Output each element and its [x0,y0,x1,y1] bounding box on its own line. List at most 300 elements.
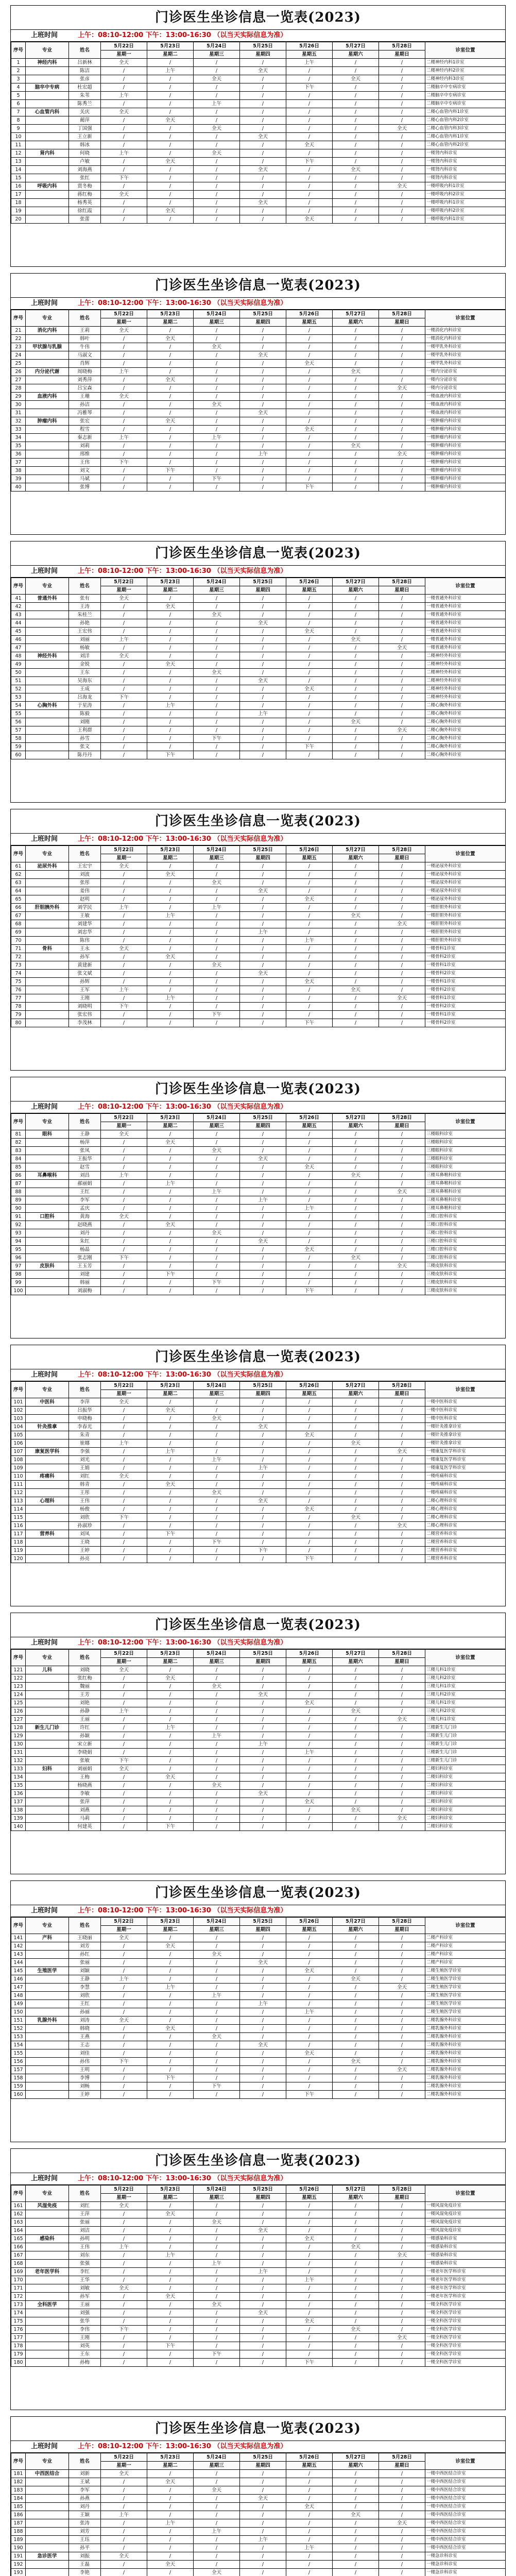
shift-cell: / [333,434,379,442]
shift-cell: 下午 [101,174,147,182]
table-row [11,1497,506,1505]
header-date: 5月28日 [379,42,425,50]
shift-cell: / [147,360,194,368]
working-hours-row [11,1637,505,1649]
header-weekday: 星期二 [147,1390,194,1398]
shift-cell: / [379,2293,425,2301]
table-row [11,1815,506,1823]
shift-cell: / [333,1716,379,1724]
clinic-location: 三楼皮肤科诊室 [425,1270,506,1279]
shift-cell: / [379,483,425,492]
doctor-name: 王晓丽 [69,1934,101,1942]
working-hours-row [11,1905,505,1917]
shift-cell: / [147,2260,194,2268]
department-cell [26,2008,69,2016]
header-date: 5月25日 [240,578,286,586]
shift-cell: / [286,1765,333,1773]
department-cell [26,141,69,149]
table-row [11,2074,506,2082]
row-number: 96 [11,1254,26,1262]
clinic-location: 一楼风湿免疫诊室 [425,2210,506,2218]
shift-cell: / [194,937,240,945]
working-hours-label: 上班时间 [30,1639,58,1647]
shift-cell: / [194,603,240,611]
row-number: 117 [11,1530,26,1538]
shift-cell: / [333,1666,379,1674]
shift-cell: / [379,1765,425,1773]
shift-cell: / [147,1003,194,1011]
clinic-location: 二楼神经外科诊室 [425,685,506,693]
shift-cell: / [379,628,425,636]
shift-cell: / [286,434,333,442]
clinic-location: 三楼耳鼻喉科诊室 [425,1188,506,1196]
shift-cell: 全天 [286,141,333,149]
department-cell [26,1959,69,1967]
row-number: 37 [11,459,26,467]
working-hours-text: 上午：08:10-12:00 下午：13:00-16:30 （以当天实际信息为准） [78,1907,287,1914]
doctor-name: 王伟 [69,2243,101,2251]
shift-cell: / [101,2317,147,2326]
row-number: 112 [11,1489,26,1497]
shift-cell: / [333,1155,379,1163]
shift-cell: 全天 [286,1431,333,1439]
shift-cell: / [379,116,425,125]
header-weekday: 星期六 [333,318,379,327]
table-row [11,1674,506,1683]
shift-cell: 全天 [194,2301,240,2309]
clinic-location: 一楼疼痛科诊室 [425,1481,506,1489]
doctor-name: 王磊 [69,2561,101,2569]
clinic-location: 二楼乳腺外科诊室 [425,2091,506,2099]
working-hours-text: 上午：08:10-12:00 下午：13:00-16:30 （以当天实际信息为准） [78,2443,287,2450]
shift-cell: / [379,862,425,871]
department-cell: 肿瘤内科 [26,417,69,426]
shift-cell: / [286,2495,333,2503]
shift-cell: / [101,1481,147,1489]
shift-cell: / [101,2227,147,2235]
shift-cell: / [379,1538,425,1547]
department-cell [26,459,69,467]
clinic-location: 一楼急诊科诊室 [425,2569,506,2576]
shift-cell: / [194,92,240,100]
shift-cell: / [194,871,240,879]
shift-cell: / [240,1815,286,1823]
shift-cell: / [379,2276,425,2284]
doctor-name: 李慧 [69,1984,101,1992]
row-number: 73 [11,961,26,970]
row-number: 146 [11,1975,26,1984]
clinic-location: 二楼神经内科3诊室 [425,75,506,83]
row-number: 116 [11,1522,26,1530]
row-number: 168 [11,2260,26,2268]
shift-cell: / [333,710,379,718]
shift-cell: / [333,67,379,75]
clinic-location: 一楼风湿免疫诊室 [425,2202,506,2210]
shift-cell: 上午 [286,1749,333,1757]
shift-cell: / [286,2082,333,2091]
shift-cell: 全天 [379,384,425,393]
shift-cell: / [286,879,333,887]
shift-cell: / [379,1514,425,1522]
shift-cell: / [240,1229,286,1238]
department-cell [26,426,69,434]
row-number: 59 [11,743,26,751]
table-row [11,2326,506,2334]
shift-cell: / [101,1967,147,1975]
department-cell [26,2317,69,2326]
shift-cell: 全天 [194,2033,240,2041]
shift-cell: / [333,1489,379,1497]
doctor-name: 刘丹 [69,1229,101,1238]
shift-cell: / [333,2082,379,2091]
shift-cell: 全天 [286,2235,333,2243]
shift-cell: / [379,2511,425,2519]
shift-cell: / [101,2074,147,2082]
header-date: 5月27日 [333,1382,379,1390]
shift-cell: / [101,1782,147,1790]
department-cell: 营养科 [26,1530,69,1538]
shift-cell: / [101,199,147,207]
shift-cell: 全天 [240,1497,286,1505]
shift-cell: 全天 [147,1221,194,1229]
shift-cell: / [240,1287,286,1295]
shift-cell: / [101,1464,147,1472]
department-cell [26,986,69,994]
shift-cell: / [147,1254,194,1262]
header-dept: 专业 [26,1114,69,1130]
shift-cell: 全天 [101,1213,147,1221]
department-cell [26,2536,69,2544]
shift-cell: / [194,59,240,67]
shift-cell: / [333,1823,379,1831]
table-row [11,2519,506,2528]
doctor-name: 孙军 [69,2293,101,2301]
table-row [11,1514,506,1522]
shift-cell: 全天 [194,1229,240,1238]
department-cell [26,174,69,182]
shift-cell: / [333,1279,379,1287]
shift-cell: / [286,450,333,459]
shift-cell: / [147,718,194,726]
shift-cell: / [101,1716,147,1724]
shift-cell: / [379,335,425,343]
table-row [11,376,506,384]
shift-cell: 上午 [240,2000,286,2008]
shift-cell: / [101,702,147,710]
header-date: 5月24日 [194,1918,240,1926]
header-date: 5月27日 [333,1114,379,1122]
header-date: 5月25日 [240,1918,286,1926]
doctor-name: 张华 [69,2317,101,2326]
shift-cell: / [101,726,147,735]
header-weekday: 星期四 [240,854,286,862]
shift-cell: / [379,986,425,994]
shift-cell: / [286,2041,333,2049]
department-cell [26,1155,69,1163]
shift-cell: 全天 [147,660,194,669]
shift-cell: / [101,1205,147,1213]
shift-cell: / [286,199,333,207]
shift-cell: / [379,1213,425,1221]
shift-cell: 全天 [286,1699,333,1707]
shift-cell: / [333,1196,379,1205]
shift-cell: / [147,978,194,986]
row-number: 31 [11,409,26,417]
shift-cell: / [333,1270,379,1279]
shift-cell: / [101,343,147,351]
row-number: 105 [11,1431,26,1439]
shift-cell: / [379,191,425,199]
shift-cell: / [147,2049,194,2058]
shift-cell: / [240,2210,286,2218]
schedule-sheet [10,1880,506,2142]
shift-cell: 全天 [286,685,333,693]
row-number: 89 [11,1196,26,1205]
shift-cell: 全天 [147,1674,194,1683]
shift-cell: 上午 [101,986,147,994]
shift-cell: / [194,215,240,224]
shift-cell: / [286,1724,333,1732]
shift-cell: / [240,83,286,92]
shift-cell: / [286,1815,333,1823]
table-row [11,603,506,611]
clinic-location: 一楼泌尿外科诊室 [425,887,506,895]
department-cell: 康复医学科 [26,1448,69,1456]
header-name: 姓名 [69,1650,101,1666]
shift-cell: / [147,1188,194,1196]
shift-cell: / [286,1481,333,1489]
shift-cell: / [286,1757,333,1765]
shift-cell: / [194,2519,240,2528]
shift-cell: / [240,108,286,116]
clinic-location: 一楼肿瘤内科诊室 [425,417,506,426]
shift-cell: 全天 [286,2049,333,2058]
shift-cell: / [194,1967,240,1975]
doctor-name: 刘洁 [69,2227,101,2235]
shift-cell: / [147,1163,194,1172]
shift-cell: 下午 [286,158,333,166]
shift-cell: / [101,1798,147,1806]
doctor-name: 孙红 [69,1951,101,1959]
doctor-name: 关庆 [69,108,101,116]
shift-cell: / [240,2058,286,2066]
shift-cell: / [147,1431,194,1439]
shift-cell: / [147,1130,194,1139]
clinic-location: 二楼心血管内科1诊室 [425,108,506,116]
department-cell: 呼吸内科 [26,182,69,191]
department-cell: 感染科 [26,2235,69,2243]
header-dept: 专业 [26,1918,69,1934]
row-number: 42 [11,603,26,611]
shift-cell: / [333,2091,379,2099]
row-number: 106 [11,1439,26,1448]
shift-cell: / [333,2000,379,2008]
shift-cell: 全天 [194,343,240,351]
shift-cell: / [240,2033,286,2041]
doctor-name: 刘晓 [69,1666,101,1674]
shift-cell: / [147,1246,194,1254]
header-weekday: 星期三 [194,1926,240,1934]
department-cell [26,644,69,652]
header-weekday: 星期二 [147,50,194,59]
shift-cell: / [379,2008,425,2016]
clinic-location: 二楼心胸外科诊室 [425,718,506,726]
shift-cell: / [379,2016,425,2025]
shift-cell: / [286,1538,333,1547]
shift-cell: / [240,1130,286,1139]
shift-cell: / [286,1522,333,1530]
header-dept: 专业 [26,310,69,327]
shift-cell: / [194,207,240,215]
header-date: 5月22日 [101,1650,147,1658]
doctor-name: 丁国强 [69,125,101,133]
shift-cell: / [194,2000,240,2008]
header-weekday: 星期五 [286,1926,333,1934]
department-cell [26,2284,69,2293]
shift-cell: / [194,2317,240,2326]
shift-cell: 全天 [240,1691,286,1699]
doctor-name: 王东 [69,669,101,677]
department-cell [26,2478,69,2486]
shift-cell: / [379,1942,425,1951]
row-number: 125 [11,1699,26,1707]
shift-cell: / [240,726,286,735]
shift-cell: / [286,1139,333,1147]
shift-cell: / [379,2486,425,2495]
shift-cell: / [333,2359,379,2367]
header-date: 5月28日 [379,2185,425,2194]
shift-cell: / [147,1959,194,1967]
shift-cell: 下午 [286,1287,333,1295]
table-row [11,1489,506,1497]
doctor-name: 刘芳 [69,1942,101,1951]
schedule-table [11,1917,506,2099]
shift-cell: 上午 [147,912,194,920]
shift-cell: / [101,1942,147,1951]
department-cell: 心胸外科 [26,702,69,710]
shift-cell: / [286,125,333,133]
shift-cell: 全天 [194,75,240,83]
department-cell [26,953,69,961]
shift-cell: / [286,1238,333,1246]
working-hours-label: 上班时间 [30,1371,58,1379]
shift-cell: / [101,475,147,483]
department-cell [26,735,69,743]
shift-cell: 全天 [286,2317,333,2326]
doctor-name: 王丽 [69,2301,101,2309]
header-weekday: 星期五 [286,1658,333,1666]
shift-cell: / [147,652,194,660]
shift-cell: / [194,636,240,644]
header-weekday: 星期四 [240,1122,286,1130]
shift-cell: / [333,2503,379,2511]
shift-cell: / [286,2301,333,2309]
department-cell [26,2243,69,2251]
row-number: 61 [11,862,26,871]
shift-cell: / [286,994,333,1003]
row-number: 166 [11,2243,26,2251]
shift-cell: / [286,1406,333,1415]
shift-cell: / [286,2251,333,2260]
table-row [11,149,506,158]
header-name: 姓名 [69,846,101,862]
doctor-name: 王伟 [69,1497,101,1505]
clinic-location: 二楼神经外科诊室 [425,677,506,685]
row-number: 138 [11,1806,26,1815]
doctor-name: 王婷 [69,1547,101,1555]
header-weekday: 星期六 [333,1390,379,1398]
department-cell: 心理科 [26,1497,69,1505]
table-row [11,2033,506,2041]
table-row [11,360,506,368]
shift-cell: 全天 [194,2486,240,2495]
department-cell [26,1757,69,1765]
shift-cell: 全天 [379,1262,425,1270]
shift-cell: / [286,1497,333,1505]
header-row-dates [11,2453,506,2462]
shift-cell: / [379,1238,425,1246]
department-cell [26,207,69,215]
table-row [11,1464,506,1472]
shift-cell: / [286,393,333,401]
clinic-location: 一楼中医科诊室 [425,1406,506,1415]
shift-cell: / [286,619,333,628]
header-date: 5月24日 [194,2185,240,2194]
shift-cell: / [101,1139,147,1147]
shift-cell: 全天 [286,1798,333,1806]
shift-cell: / [333,1765,379,1773]
shift-cell: / [147,199,194,207]
row-number: 11 [11,141,26,149]
table-row [11,2334,506,2342]
shift-cell: / [379,100,425,108]
clinic-location: 二楼妇科诊室 [425,1806,506,1815]
shift-cell: / [194,895,240,904]
shift-cell: 全天 [333,75,379,83]
shift-cell: / [147,2544,194,2552]
shift-cell: / [286,1683,333,1691]
department-cell [26,1773,69,1782]
header-date: 5月28日 [379,2453,425,2462]
clinic-location: 一楼全科医学诊室 [425,2326,506,2334]
row-number: 79 [11,1011,26,1019]
working-hours-text: 上午：08:10-12:00 下午：13:00-16:30 （以当天实际信息为准） [78,1103,287,1111]
shift-cell: / [240,327,286,335]
shift-cell: 全天 [379,182,425,191]
doctor-name: 杨敏 [69,644,101,652]
doctor-name: 刘淑梅 [69,1287,101,1295]
header-date: 5月24日 [194,310,240,318]
shift-cell: / [147,1238,194,1246]
shift-cell: / [286,636,333,644]
doctor-name: 申晓梅 [69,1415,101,1423]
department-cell [26,1254,69,1262]
row-number: 103 [11,1415,26,1423]
shift-cell: / [101,1196,147,1205]
shift-cell: / [286,1439,333,1448]
shift-cell: / [101,2082,147,2091]
shift-cell: / [101,677,147,685]
shift-cell: / [147,2569,194,2576]
row-number: 192 [11,2561,26,2569]
shift-cell: / [101,1489,147,1497]
shift-cell: / [240,603,286,611]
clinic-location: 一楼肝胆外科诊室 [425,904,506,912]
header-location: 诊室位置 [425,2453,506,2470]
header-weekday: 星期四 [240,50,286,59]
schedule-sheet [10,541,506,803]
shift-cell: / [101,2268,147,2276]
